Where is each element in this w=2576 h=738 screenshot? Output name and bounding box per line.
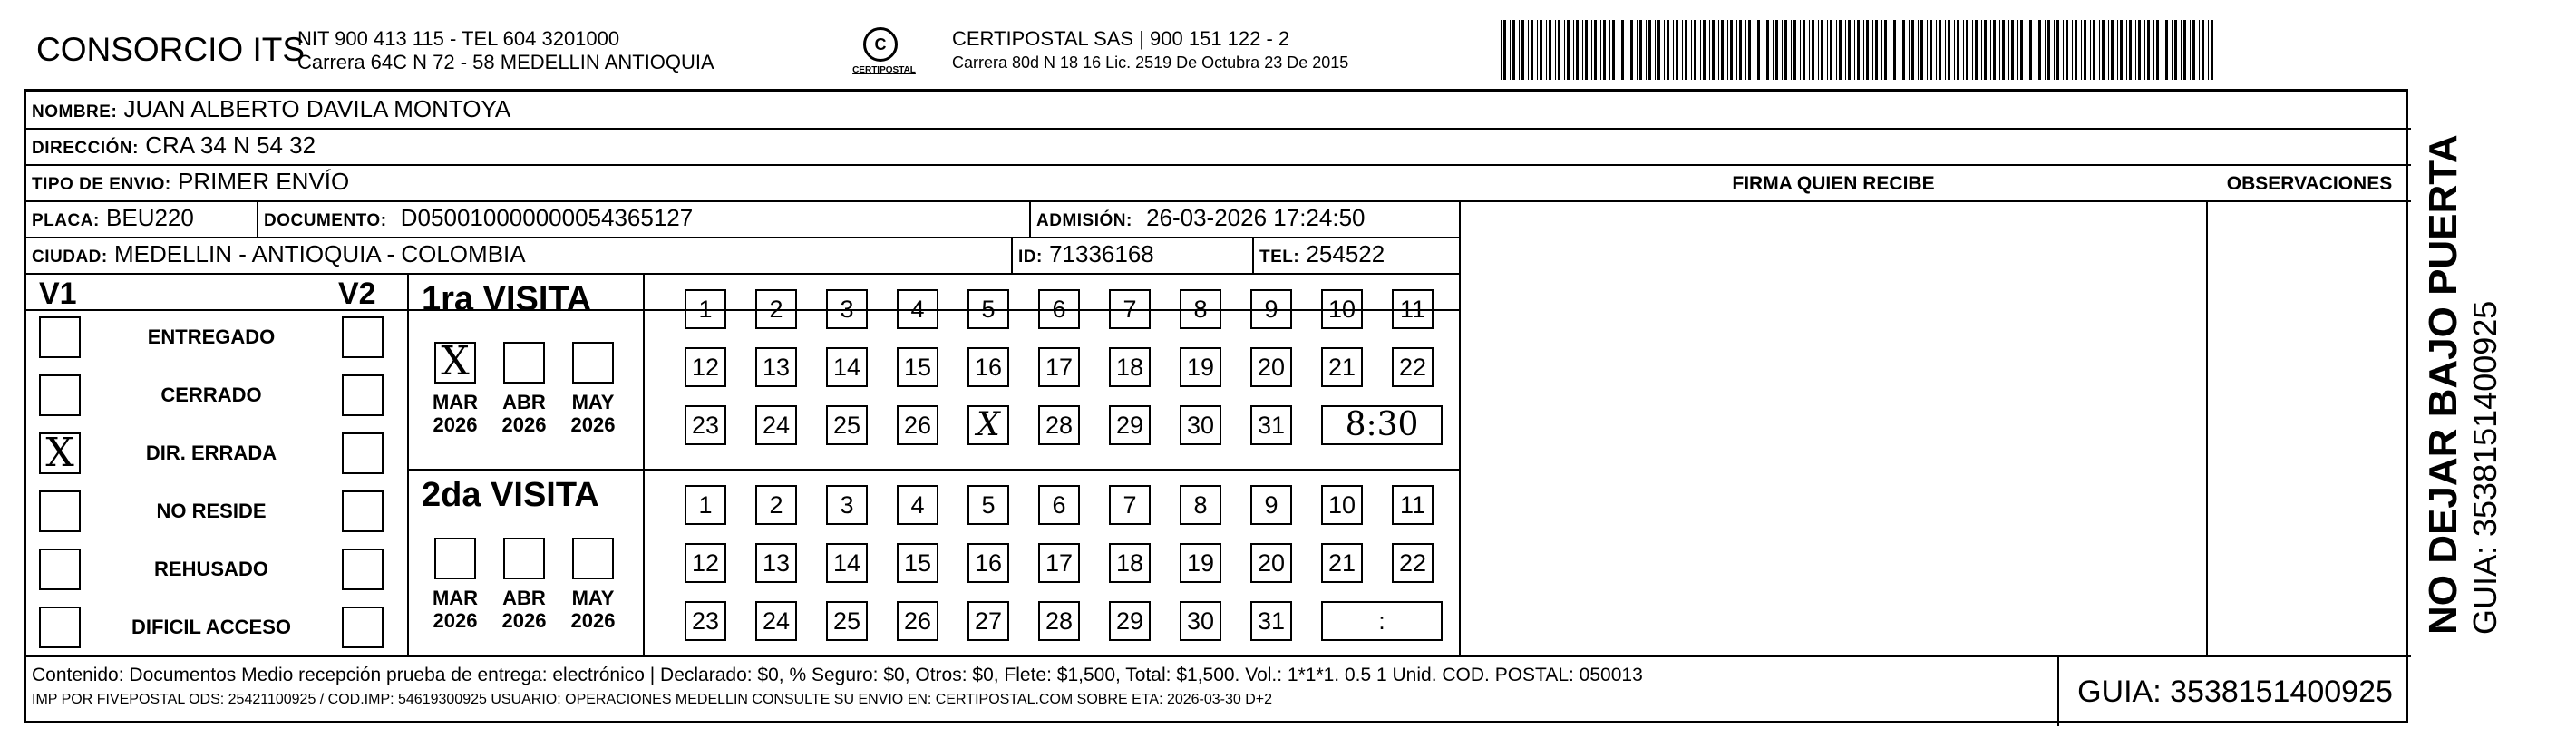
direccion-value: CRA 34 N 54 32 (145, 131, 316, 159)
brand-name: CONSORCIO ITS (36, 31, 306, 68)
day-checkbox[interactable]: 18 (1109, 347, 1151, 387)
tel-field (1259, 240, 1385, 268)
day-checkbox[interactable]: 1 (685, 289, 726, 329)
day-checkbox[interactable]: 15 (897, 347, 938, 387)
day-checkbox[interactable]: 10 (1321, 289, 1363, 329)
observaciones-column-header: OBSERVACIONES (2226, 173, 2393, 194)
month-label (563, 391, 623, 436)
month-label (425, 391, 485, 436)
day-checkbox[interactable]: 19 (1180, 543, 1221, 583)
day-checkbox[interactable]: 27 (967, 601, 1009, 641)
month-checkbox[interactable] (503, 538, 545, 579)
day-checkbox[interactable]: 20 (1250, 543, 1292, 583)
day-checkbox[interactable]: 31 (1250, 405, 1292, 445)
month-year: 2026 (433, 609, 478, 632)
documento-field (264, 204, 693, 232)
v2-checkbox[interactable] (342, 374, 384, 416)
month-year: 2026 (570, 413, 616, 436)
day-checkbox[interactable]: 9 (1250, 485, 1292, 525)
tipo-envio-field (32, 168, 349, 196)
day-checkbox[interactable]: 16 (967, 347, 1009, 387)
day-checkbox[interactable]: 21 (1321, 347, 1363, 387)
documento-value: D050010000000054365127 (400, 204, 694, 231)
ciudad-label: CIUDAD: (32, 248, 108, 267)
month-year: 2026 (570, 609, 616, 632)
direccion-label: DIRECCIÓN: (32, 139, 139, 158)
day-checkbox[interactable]: 5 (967, 289, 1009, 329)
month-checkbox[interactable] (572, 342, 614, 384)
v2-checkbox[interactable] (342, 432, 384, 474)
day-checkbox[interactable]: 23 (685, 405, 726, 445)
visit-title: 1ra VISITA (422, 280, 592, 318)
documento-label: DOCUMENTO: (264, 211, 387, 230)
visit-time-field[interactable]: : (1321, 601, 1443, 641)
month-name: MAY (571, 391, 615, 413)
day-checkbox[interactable]: 30 (1180, 601, 1221, 641)
month-label (425, 587, 485, 632)
day-checkbox[interactable]: 3 (826, 485, 868, 525)
company-address-line: Carrera 64C N 72 - 58 MEDELLIN ANTIOQUIA (297, 51, 714, 73)
day-checkbox[interactable]: 21 (1321, 543, 1363, 583)
admision-field (1036, 204, 1366, 232)
status-label: DIR. ERRADA (145, 442, 277, 464)
nombre-label: NOMBRE: (32, 102, 118, 121)
day-checkbox[interactable]: 24 (755, 601, 797, 641)
v2-checkbox[interactable] (342, 490, 384, 532)
ciudad-value: MEDELLIN - ANTIOQUIA - COLOMBIA (113, 240, 526, 267)
month-checkbox[interactable]: X (434, 342, 476, 384)
day-checkbox[interactable]: 14 (826, 543, 868, 583)
status-label: CERRADO (160, 384, 262, 406)
tel-value: 254522 (1306, 240, 1385, 267)
print-info: IMP POR FIVEPOSTAL ODS: 25421100925 / COD.IMP: 54619300925 USUARIO: OPERACIONES MEDELLIN CONSULTE SU ENVIO EN: CERTIPOSTAL.COM SOBRE ETA: 2026-03-30 D+2 (32, 692, 1273, 707)
day-checkbox[interactable]: 24 (755, 405, 797, 445)
day-checkbox[interactable]: 8 (1180, 289, 1221, 329)
day-checkbox[interactable]: 9 (1250, 289, 1292, 329)
v1-checkbox[interactable] (39, 316, 81, 358)
nombre-field (32, 95, 510, 123)
tel-label: TEL: (1259, 248, 1300, 267)
day-checkbox[interactable]: 7 (1109, 289, 1151, 329)
day-checkbox[interactable]: 5 (967, 485, 1009, 525)
month-checkbox[interactable] (434, 538, 476, 579)
v1-checkbox[interactable] (39, 549, 81, 590)
day-checkbox[interactable]: 25 (826, 405, 868, 445)
direccion-field (32, 131, 316, 160)
day-checkbox[interactable]: 8 (1180, 485, 1221, 525)
day-checkbox[interactable]: 2 (755, 485, 797, 525)
day-checkbox[interactable]: 10 (1321, 485, 1363, 525)
barcode (1501, 20, 2221, 80)
day-checkbox[interactable]: 13 (755, 347, 797, 387)
courier-info (952, 27, 1348, 74)
placa-label: PLACA: (32, 211, 100, 230)
side-warning: NO DEJAR BAJO PUERTA (2421, 134, 2465, 635)
day-checkbox[interactable]: 18 (1109, 543, 1151, 583)
day-checkbox[interactable]: 25 (826, 601, 868, 641)
month-name: ABR (502, 391, 546, 413)
admision-value: 26-03-2026 17:24:50 (1146, 204, 1366, 231)
day-checkbox[interactable]: 1 (685, 485, 726, 525)
day-checkbox[interactable]: 11 (1392, 485, 1434, 525)
day-checkbox[interactable]: 14 (826, 347, 868, 387)
v1-checkbox[interactable] (39, 607, 81, 648)
placa-value: BEU220 (106, 204, 194, 231)
logo-emblem-icon: C (863, 27, 898, 62)
courier-license-line: Carrera 80d N 18 16 Lic. 2519 De Octubra 23 De 2015 (952, 53, 1349, 72)
logo-caption: CERTIPOSTAL (852, 65, 916, 75)
day-checkbox[interactable]: 16 (967, 543, 1009, 583)
id-value: 71336168 (1049, 240, 1154, 267)
month-label (494, 587, 554, 632)
day-checkbox[interactable]: 26 (897, 601, 938, 641)
nombre-value: JUAN ALBERTO DAVILA MONTOYA (123, 95, 511, 122)
day-checkbox[interactable]: 23 (685, 601, 726, 641)
courier-nit-line: CERTIPOSTAL SAS | 900 151 122 - 2 (952, 27, 1290, 50)
day-checkbox[interactable]: 13 (755, 543, 797, 583)
side-guia: GUIA: 3538151400925 (2466, 300, 2503, 635)
status-label: DIFICIL ACCESO (131, 616, 291, 638)
day-checkbox[interactable]: 17 (1038, 543, 1080, 583)
day-checkbox[interactable]: 4 (897, 289, 938, 329)
company-info (297, 27, 714, 74)
admision-label: ADMISIÓN: (1036, 211, 1132, 230)
day-checkbox[interactable]: 28 (1038, 405, 1080, 445)
month-label (563, 587, 623, 632)
month-name: MAR (432, 391, 479, 413)
contents-summary: Contenido: Documentos Medio recepción prueba de entrega: electrónico | Declarado: $0, % Seguro: $0, Otros: $0, Flete: $1,500, Total: $1,500. Vol.: 1*1*1. 0.5 1 Unid. COD. POSTAL: 050013 (32, 665, 1643, 685)
month-checkbox[interactable] (572, 538, 614, 579)
day-checkbox[interactable]: 11 (1392, 289, 1434, 329)
day-checkbox[interactable]: 6 (1038, 289, 1080, 329)
month-checkbox[interactable] (503, 342, 545, 384)
v2-checkbox[interactable] (342, 316, 384, 358)
month-year: 2026 (501, 609, 547, 632)
side-notice (2421, 73, 2557, 635)
month-name: ABR (502, 587, 546, 609)
v2-checkbox[interactable] (342, 549, 384, 590)
id-field (1018, 240, 1154, 268)
day-checkbox[interactable]: 31 (1250, 601, 1292, 641)
month-name: MAY (571, 587, 615, 609)
v2-checkbox[interactable] (342, 607, 384, 648)
placa-field (32, 204, 194, 232)
certipostal-logo (843, 27, 925, 82)
v2-label: V2 (338, 277, 376, 311)
tipo-envio-label: TIPO DE ENVIO: (32, 175, 171, 194)
day-checkbox[interactable]: X (967, 405, 1009, 445)
day-checkbox[interactable]: 22 (1392, 347, 1434, 387)
day-checkbox[interactable]: 29 (1109, 405, 1151, 445)
v1-label: V1 (39, 277, 77, 311)
day-checkbox[interactable]: 29 (1109, 601, 1151, 641)
v1-checkbox[interactable]: X (39, 432, 81, 474)
day-checkbox[interactable]: 17 (1038, 347, 1080, 387)
day-checkbox[interactable]: 28 (1038, 601, 1080, 641)
id-label: ID: (1018, 248, 1043, 267)
status-label: ENTREGADO (147, 325, 276, 348)
guia-number: GUIA: 3538151400925 (2057, 657, 2411, 726)
shipping-label-form (24, 89, 2408, 723)
day-checkbox[interactable]: 6 (1038, 485, 1080, 525)
day-checkbox[interactable]: 12 (685, 347, 726, 387)
month-year: 2026 (501, 413, 547, 436)
ciudad-field (32, 240, 526, 268)
header (0, 0, 2439, 87)
firma-column-header: FIRMA QUIEN RECIBE (1732, 173, 1935, 194)
company-nit-line: NIT 900 413 115 - TEL 604 3201000 (297, 27, 620, 50)
day-checkbox[interactable]: 7 (1109, 485, 1151, 525)
day-checkbox[interactable]: 3 (826, 289, 868, 329)
day-checkbox[interactable]: 19 (1180, 347, 1221, 387)
day-checkbox[interactable]: 20 (1250, 347, 1292, 387)
month-label (494, 391, 554, 436)
tipo-envio-value: PRIMER ENVÍO (177, 168, 350, 195)
day-checkbox[interactable]: 26 (897, 405, 938, 445)
v1-checkbox[interactable] (39, 490, 81, 532)
month-name: MAR (432, 587, 479, 609)
month-year: 2026 (433, 413, 478, 436)
visit-time-field[interactable]: 8:30 (1321, 405, 1443, 445)
visit-title: 2da VISITA (422, 476, 599, 514)
day-checkbox[interactable]: 12 (685, 543, 726, 583)
status-label: NO RESIDE (156, 500, 267, 522)
status-label: REHUSADO (154, 558, 268, 580)
day-checkbox[interactable]: 30 (1180, 405, 1221, 445)
day-checkbox[interactable]: 2 (755, 289, 797, 329)
day-checkbox[interactable]: 4 (897, 485, 938, 525)
day-checkbox[interactable]: 15 (897, 543, 938, 583)
v1-checkbox[interactable] (39, 374, 81, 416)
day-checkbox[interactable]: 22 (1392, 543, 1434, 583)
